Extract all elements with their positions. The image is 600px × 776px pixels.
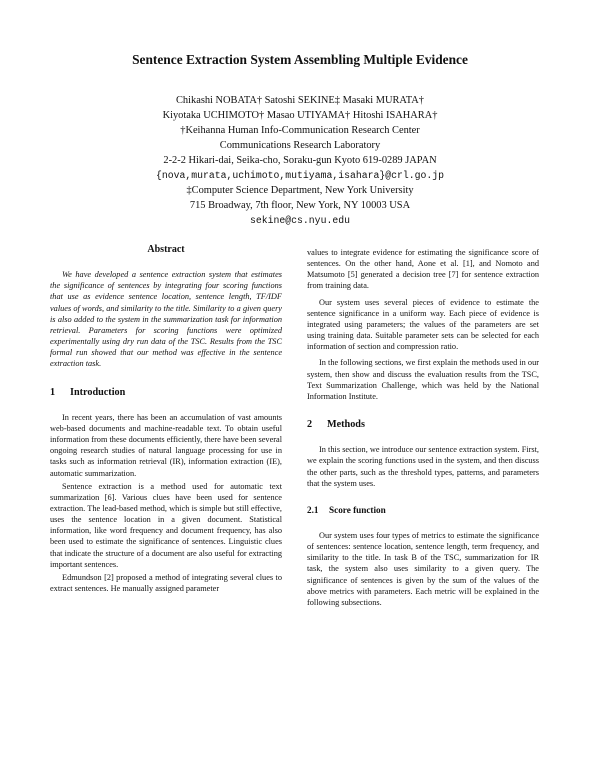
right-paragraph-3: In the following sections, we first explain the methods used in our system, then show and discuss the evaluation results from the TSC, Text Summarization Challenge, which was held by the National Information Institute. xyxy=(307,358,539,401)
affiliation-1-line-1: †Keihanna Human Info-Communication Research Center xyxy=(180,125,420,136)
abstract-heading: Abstract xyxy=(147,244,185,255)
affiliation-2-address: 715 Broadway, 7th floor, New York, NY 10003 USA xyxy=(189,200,411,211)
section-title: Introduction xyxy=(70,386,126,398)
intro-paragraph-1: In recent years, there has been an accumulation of vast amounts web-based documents and machine-readable text. To obtain useful information from these documents efficiently, there have been several ongoing research studies of natural language processing for use in tasks such as information retrieval (IR), information extraction (IE), automatic summarization. xyxy=(50,412,282,478)
right-column xyxy=(307,247,539,608)
methods-paragraph-1: In this section, we introduce our sentence extraction system. First, we explain the scoring functions used in the system, and then discuss the other parts, such as the threshold types, patterns, and parameters that the system uses. xyxy=(307,445,539,488)
subsection-number: 2.1 xyxy=(307,504,319,515)
affiliation-2-line-1: ‡Computer Science Department, New York University xyxy=(186,185,414,196)
subsection-score-function-heading xyxy=(307,505,539,516)
section-introduction-heading xyxy=(50,387,282,398)
section-title: Methods xyxy=(327,419,365,431)
affiliation-1-email: {nova,murata,uchimoto,mutiyama,isahara}@crl.go.jp xyxy=(155,170,445,181)
affiliation-2-email: sekine@cs.nyu.edu xyxy=(250,215,350,226)
affiliation-1-address: 2-2-2 Hikari-dai, Seika-cho, Soraku-gun Kyoto 619-0289 JAPAN xyxy=(163,155,437,166)
subsection-title: Score function xyxy=(329,504,386,515)
score-paragraph-1: Our system uses four types of metrics to estimate the significance of sentences: sentence location, sentence length, term frequency, and similarity to the title. In task B of the TSC, summarization for IR task, the system also uses similarity to a given query. The significance of sentences is given by the sum of the values of the above metrics with parameters. Each metric will be explained in the following subsections. xyxy=(307,530,539,607)
intro-paragraph-2: Sentence extraction is a method used for automatic text summarization [6]. Various clues have been used for sentence extraction. The lead-based method, which is simple but still effective, uses the sentence location in a given document. Statistical information, like word frequency and document frequency, has also been used to estimate the significance of sentences. Linguistic clues that indicate the structure of a document are also useful for extracting important sentences. xyxy=(50,481,282,569)
paper-title: Sentence Extraction System Assembling Multiple Evidence xyxy=(132,52,468,67)
affiliation-1-line-2: Communications Research Laboratory xyxy=(219,140,381,151)
left-column xyxy=(50,244,282,594)
authors-line-2: Kiyotaka UCHIMOTO† Masao UTIYAMA† Hitoshi ISAHARA† xyxy=(162,110,438,121)
right-paragraph-2: Our system uses several pieces of evidence to estimate the sentence significance in a uniform way. Each piece of evidence is integrated using parameters; the values of the parameters are set using training data. Suitable parameter sets can be selected for each information of section and compression ratio. xyxy=(307,297,539,352)
intro-paragraph-3: Edmundson [2] proposed a method of integrating several clues to extract sentences. He manually assigned parameter xyxy=(50,572,282,594)
authors-line-1: Chikashi NOBATA† Satoshi SEKINE‡ Masaki MURATA† xyxy=(176,95,424,106)
right-paragraph-1: values to integrate evidence for estimating the significance score of sentences. On the other hand, Aone et al. [1], and Nomoto and Matsumoto [5] generated a decision tree [7] for sentence extraction from training data. xyxy=(307,248,539,291)
section-number: 1 xyxy=(50,386,56,398)
section-methods-heading xyxy=(307,419,539,430)
section-number: 2 xyxy=(307,419,313,431)
abstract-text: We have developed a sentence extraction system that estimates the significance of sentences by integrating four scoring functions that use as evidence sentence location, sentence length, TF/IDF values of words, and similarity to the title. Similarity to a given query is also added to the system in the summarization task for information retrieval. Parameters for scoring functions were optimized experimentally using dry run data of the TSC. Results from the TSC formal run showed that our method was effective in the sentence extraction task. xyxy=(50,270,282,369)
